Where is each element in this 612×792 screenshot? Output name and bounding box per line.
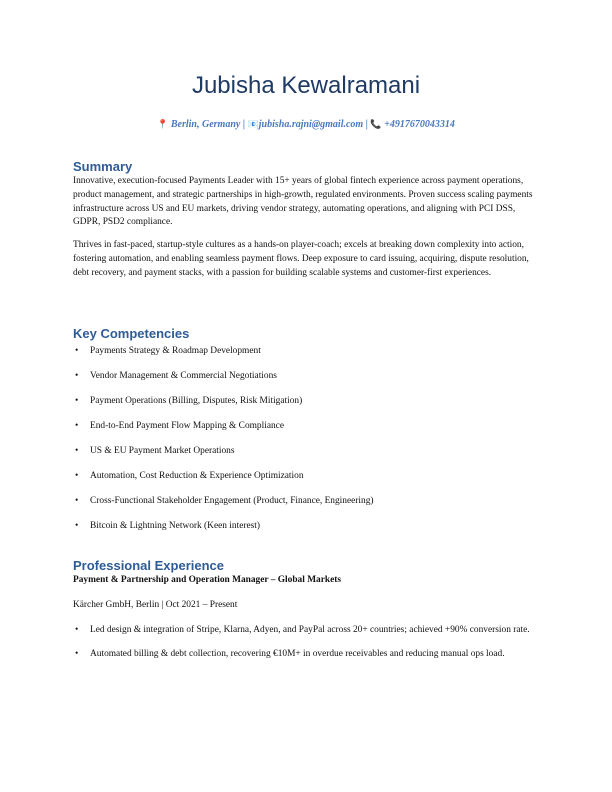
bullet-icon: •	[75, 520, 79, 531]
bullet-icon: •	[75, 624, 79, 635]
section-heading-competencies: Key Competencies	[73, 326, 190, 341]
competency: Payments Strategy & Roadmap Development	[90, 346, 261, 356]
email-link[interactable]: jubisha.rajni@gmail.com	[258, 119, 364, 130]
bullet-icon: •	[75, 420, 79, 431]
job-company-dates: Kärcher GmbH, Berlin | Oct 2021 – Present	[73, 599, 238, 610]
competencies-section	[73, 325, 533, 545]
contact-line	[0, 119, 612, 130]
separator: |	[365, 119, 368, 130]
competency: Payment Operations (Billing, Disputes, Risk Mitigation)	[90, 395, 303, 406]
list-item	[73, 495, 533, 509]
bullet-icon: •	[75, 495, 79, 506]
bullet-icon: •	[75, 346, 79, 356]
competency: Cross-Functional Stakeholder Engagement (Product, Finance, Engineering)	[90, 495, 374, 506]
list-item	[73, 624, 533, 638]
list-item	[73, 395, 533, 409]
list-item	[73, 520, 533, 534]
competency: Automation, Cost Reduction & Experience Optimization	[90, 470, 304, 481]
location: Berlin, Germany	[170, 119, 241, 130]
section-heading-experience: Professional Experience	[73, 558, 225, 573]
bullet-icon: •	[75, 370, 79, 381]
list-item	[73, 345, 533, 359]
achievement: Led design & integration of Stripe, Klarna, Adyen, and PayPal across 20+ countries; achieved +90% conversion rate.	[90, 624, 530, 635]
competency: End-to-End Payment Flow Mapping & Compliance	[90, 420, 284, 431]
experience-section	[73, 557, 533, 673]
bullet-icon: •	[75, 445, 79, 456]
competency: US & EU Payment Market Operations	[90, 445, 235, 456]
list-item	[73, 420, 533, 434]
competency: Bitcoin & Lightning Network (Keen interest)	[90, 520, 261, 531]
phone-number[interactable]: +4917670043314	[384, 119, 455, 130]
list-item	[73, 445, 533, 459]
list-item	[73, 470, 533, 484]
candidate-name: Jubisha Kewalramani	[191, 72, 421, 99]
bullet-icon: •	[75, 395, 79, 406]
achievement: Automated billing & debt collection, recovering €10M+ in overdue receivables and reducing manual ops load.	[90, 649, 505, 660]
list-item	[73, 648, 533, 662]
summary-section	[73, 158, 533, 281]
summary-paragraph: Thrives in fast-paced, startup-style cultures as a hands-on player-coach; excels at breaking down complexity into action, fostering automation, and enabling seamless payment flows. Deep exposure to card issuing, acquiring, dispute resolution, debt recovery, and payment stacks, with a passion for building scalable systems and customer-first experiences.	[73, 240, 529, 278]
bullet-icon: •	[75, 470, 79, 481]
job-title: Payment & Partnership and Operation Manager – Global Markets	[73, 575, 342, 585]
summary-paragraph: Innovative, execution-focused Payments Leader with 15+ years of global fintech experience across payment operations, product management, and strategic partnerships in high-growth, regulated environments. Proven success scaling payments infrastructure across US and EU markets, driving vendor strategy, automating operations, and aligning with PCI DSS, GDPR, PSD2 compliance.	[73, 176, 533, 228]
bullet-icon: •	[75, 649, 79, 660]
competency: Vendor Management & Commercial Negotiations	[90, 370, 277, 381]
list-item	[73, 370, 533, 384]
separator: |	[242, 119, 246, 130]
section-heading-summary: Summary	[73, 159, 133, 174]
phone-icon: 📞	[370, 119, 382, 129]
location-pin-icon: 📍	[157, 119, 169, 129]
email-icon: 📧	[247, 119, 259, 129]
